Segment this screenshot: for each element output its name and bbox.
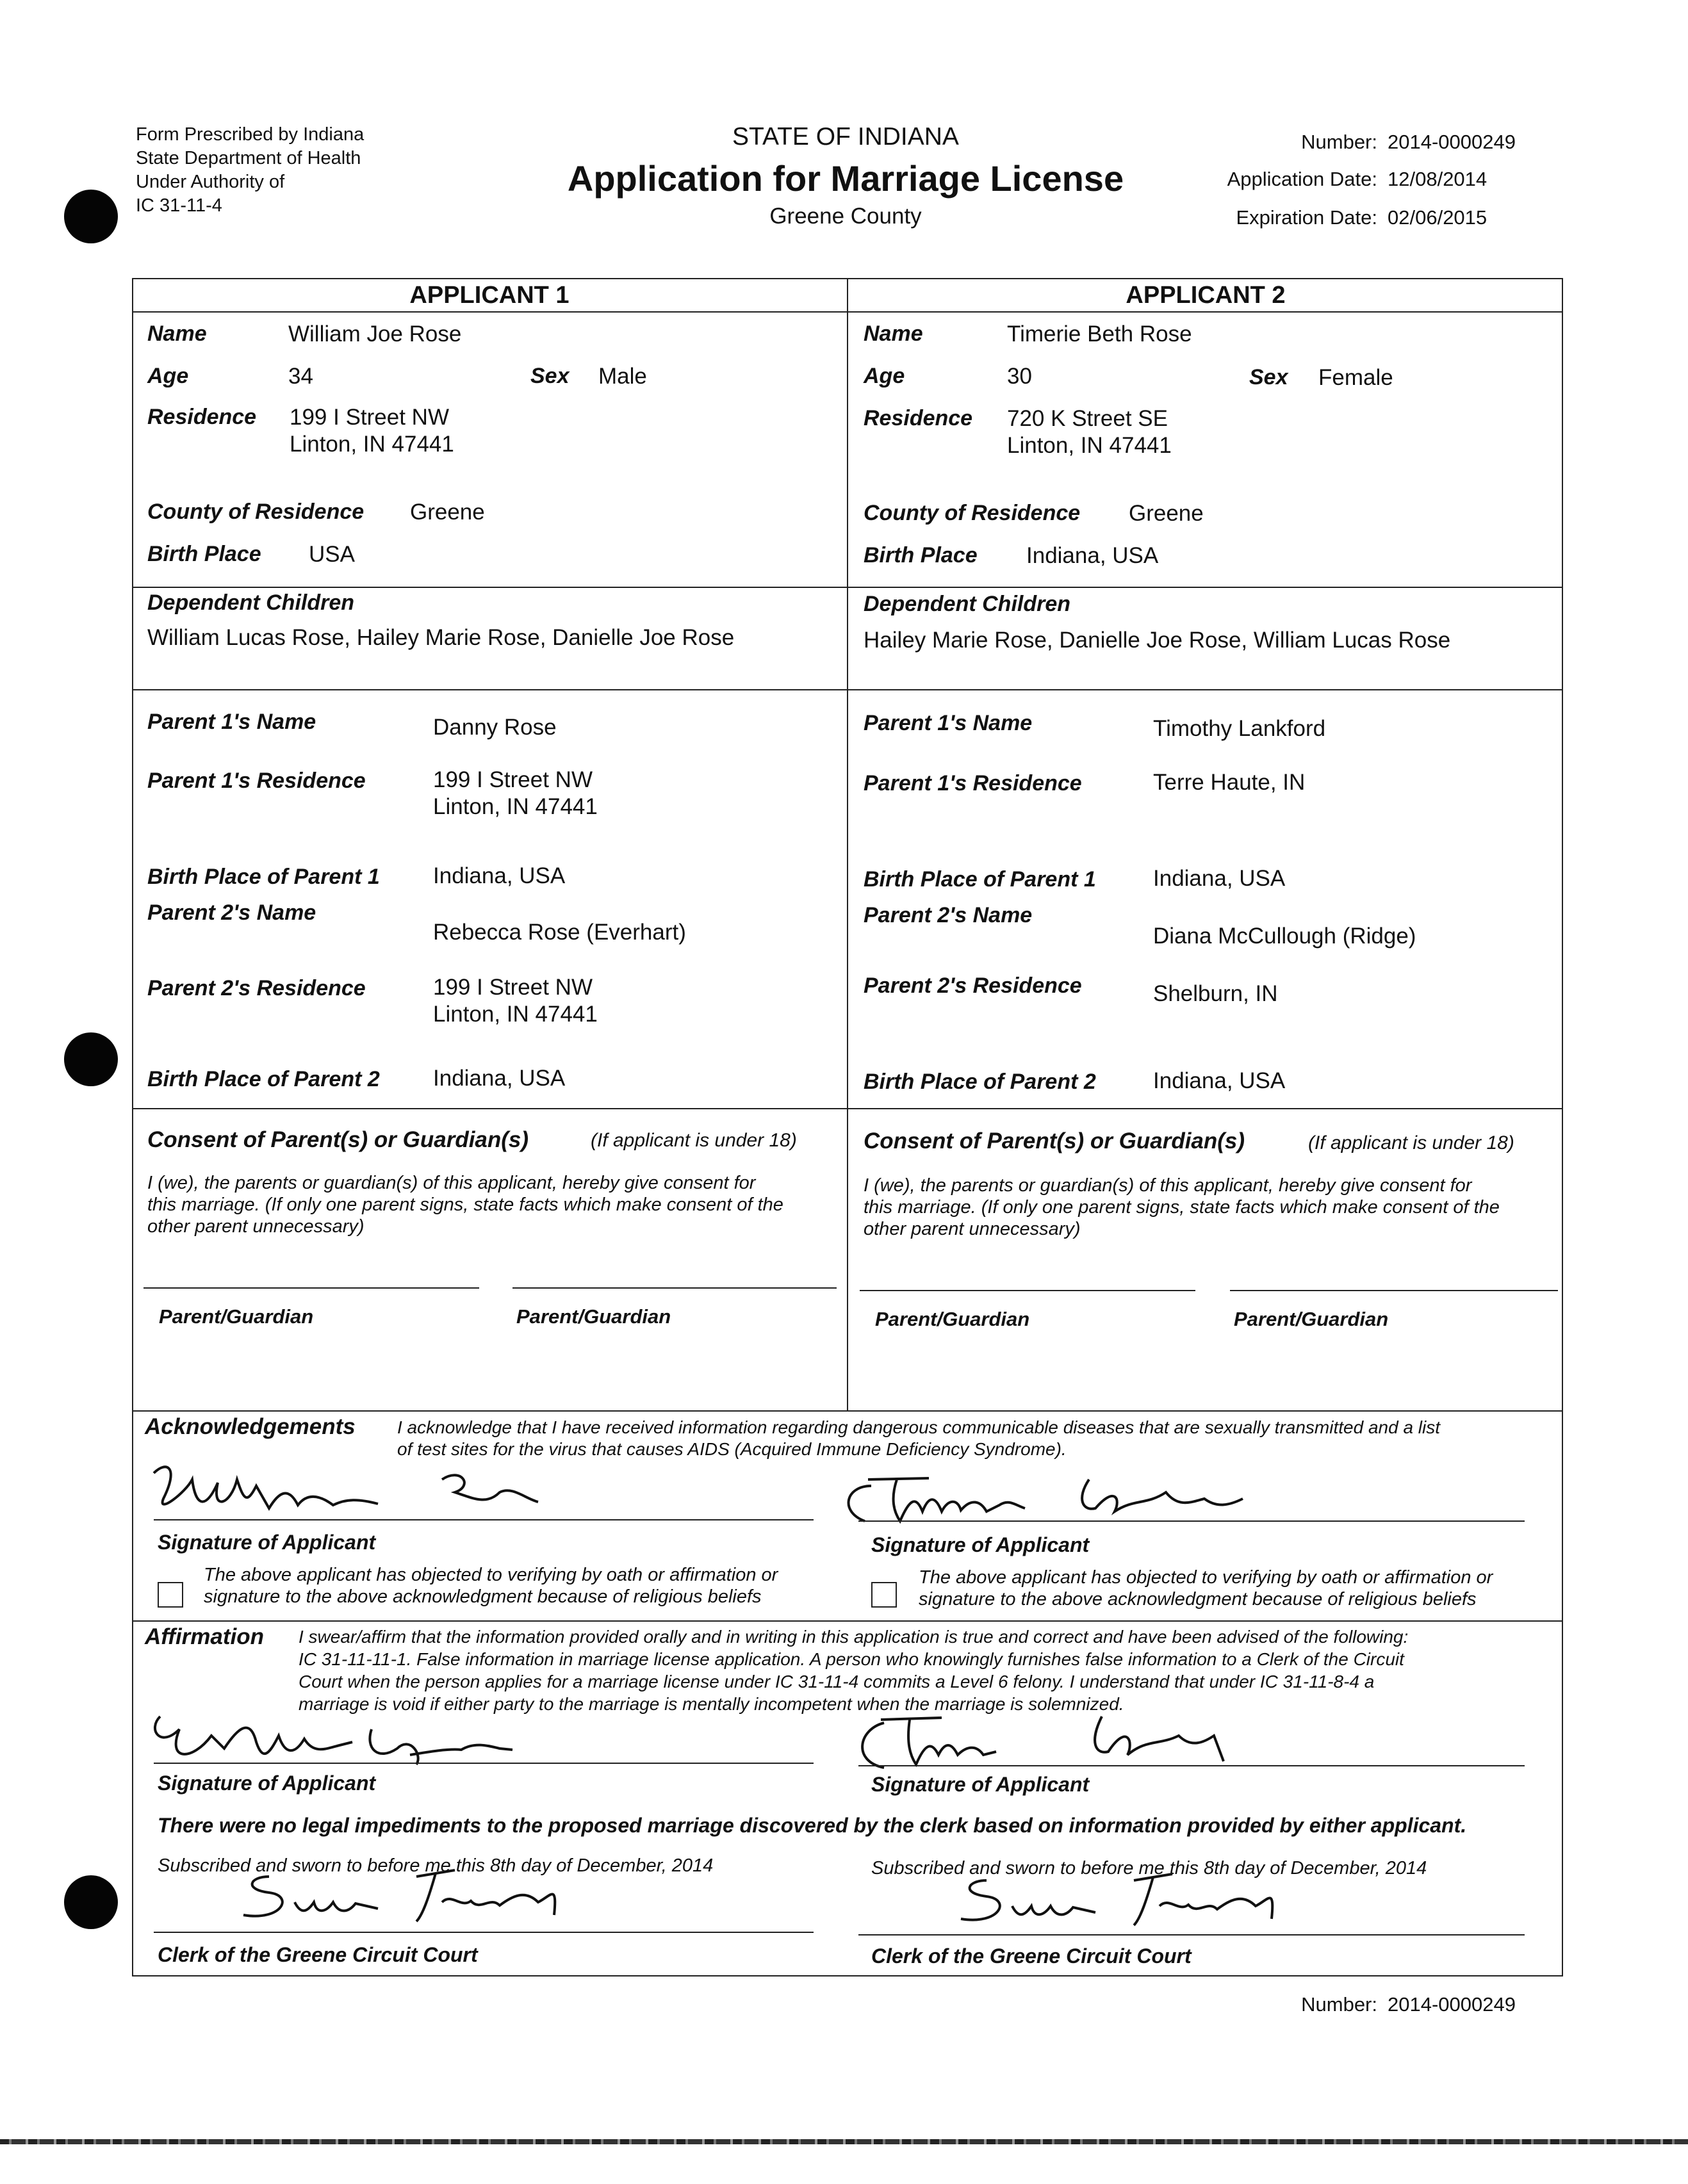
consent-line: this marriage. (If only one parent signs, state facts which make consent of the bbox=[864, 1197, 1500, 1218]
a1-birth-label: Birth Place bbox=[147, 542, 261, 566]
a2-consent-title: Consent of Parent(s) or Guardian(s) bbox=[864, 1129, 1245, 1153]
a2-birth-label: Birth Place bbox=[864, 543, 978, 567]
a1-parent2-birth-label: Birth Place of Parent 2 bbox=[147, 1067, 380, 1091]
a1-parent1-birth-label: Birth Place of Parent 1 bbox=[147, 865, 380, 889]
applicant2-signature-ack bbox=[833, 1460, 1281, 1544]
prescribed-line: Under Authority of bbox=[136, 172, 285, 192]
a1-guardian1-label: Parent/Guardian bbox=[159, 1305, 314, 1328]
a2-parent2-name-value: Diana McCullough (Ridge) bbox=[1153, 924, 1416, 949]
a2-children-value: Hailey Marie Rose, Danielle Joe Rose, William Lucas Rose bbox=[864, 628, 1451, 653]
a2-county-label: County of Residence bbox=[864, 501, 1081, 525]
scan-edge-stripe bbox=[0, 2139, 1688, 2144]
number-label: Number: bbox=[1301, 131, 1377, 153]
section-divider-affirmation bbox=[132, 1620, 1563, 1622]
a1-county-label: County of Residence bbox=[147, 500, 365, 524]
acknowledgements-text bbox=[397, 1417, 1440, 1460]
prescribed-line: Form Prescribed by Indiana bbox=[136, 124, 365, 145]
a2-residence-line1: 720 K Street SE bbox=[1007, 406, 1168, 431]
a2-clerk-line bbox=[858, 1934, 1525, 1935]
objection-line: signature to the above acknowledgment because of religious beliefs bbox=[204, 1586, 762, 1607]
a2-sex-value: Female bbox=[1318, 365, 1393, 390]
a1-residence-label: Residence bbox=[147, 405, 257, 429]
punch-hole-top bbox=[64, 190, 118, 243]
a1-consent-note: (If applicant is under 18) bbox=[591, 1130, 797, 1151]
objection-line: signature to the above acknowledgment because of religious beliefs bbox=[919, 1589, 1477, 1609]
a2-objection-checkbox[interactable] bbox=[871, 1582, 897, 1608]
a1-name-value: William Joe Rose bbox=[288, 322, 462, 346]
a1-objection-text bbox=[204, 1564, 778, 1608]
a2-parent2-name-label: Parent 2's Name bbox=[864, 903, 1033, 927]
a1-subscribed-text: Subscribed and sworn to before me this 8th day of December, 2014 bbox=[158, 1855, 714, 1876]
consent-line: other parent unnecessary) bbox=[147, 1216, 365, 1237]
a2-residence-line2: Linton, IN 47441 bbox=[1007, 433, 1172, 458]
acknowledgements-title: Acknowledgements bbox=[145, 1414, 356, 1439]
a2-parent1-birth-value: Indiana, USA bbox=[1153, 866, 1286, 891]
consent-line: other parent unnecessary) bbox=[864, 1219, 1081, 1239]
a1-clerk-label: Clerk of the Greene Circuit Court bbox=[158, 1943, 478, 1966]
a2-parent2-birth-value: Indiana, USA bbox=[1153, 1068, 1286, 1093]
a1-parent1-res-label: Parent 1's Residence bbox=[147, 769, 366, 793]
a2-consent-note: (If applicant is under 18) bbox=[1308, 1132, 1514, 1153]
a2-subscribed-text: Subscribed and sworn to before me this 8th day of December, 2014 bbox=[871, 1858, 1427, 1878]
a1-age-value: 34 bbox=[288, 364, 313, 389]
a2-consent-text bbox=[864, 1175, 1500, 1240]
a1-sex-value: Male bbox=[598, 364, 647, 389]
affirmation-title: Affirmation bbox=[145, 1624, 265, 1649]
clerk-signature-left bbox=[231, 1857, 589, 1928]
a1-parent2-birth-value: Indiana, USA bbox=[433, 1066, 566, 1091]
a2-parent1-name-label: Parent 1's Name bbox=[864, 711, 1033, 735]
consent-line: this marriage. (If only one parent signs, state facts which make consent of the bbox=[147, 1194, 783, 1215]
applicant1-signature-affirmation bbox=[141, 1704, 628, 1781]
ack-line: I acknowledge that I have received information regarding dangerous communicable diseases that are sexually transmitted and a list bbox=[397, 1417, 1441, 1437]
a2-age-value: 30 bbox=[1007, 364, 1032, 389]
a1-residence-line1: 199 I Street NW bbox=[290, 405, 449, 430]
objection-line: The above applicant has objected to verifying by oath or affirmation or bbox=[919, 1567, 1493, 1588]
a2-name-label: Name bbox=[864, 322, 923, 346]
a1-children-value: William Lucas Rose, Hailey Marie Rose, Danielle Joe Rose bbox=[147, 625, 735, 650]
a2-guardian2-label: Parent/Guardian bbox=[1234, 1308, 1389, 1330]
affirmation-line: IC 31-11-11-1. False information in marriage license application. A person who knowingly furnishes false information to a Clerk of the Circuit bbox=[299, 1649, 1404, 1669]
a2-parent2-res-label: Parent 2's Residence bbox=[864, 974, 1082, 998]
applicant2-signature-affirmation bbox=[846, 1704, 1294, 1781]
a1-residence-line2: Linton, IN 47441 bbox=[290, 432, 454, 457]
a1-children-label: Dependent Children bbox=[147, 591, 355, 615]
section-divider-parents bbox=[132, 689, 1563, 690]
section-divider-children bbox=[132, 587, 1563, 588]
a2-clerk-label: Clerk of the Greene Circuit Court bbox=[871, 1944, 1192, 1968]
affirmation-line: marriage is void if either party to the marriage is mentally incompetent when the marriage is solemnized. bbox=[299, 1694, 1124, 1714]
a1-parent2-name-value: Rebecca Rose (Everhart) bbox=[433, 920, 686, 945]
state-heading: STATE OF INDIANA bbox=[732, 123, 959, 151]
a2-ack-signature-label: Signature of Applicant bbox=[871, 1533, 1090, 1556]
a2-guardian1-label: Parent/Guardian bbox=[875, 1308, 1030, 1330]
a2-guardian1-line bbox=[860, 1290, 1195, 1291]
section-divider-ack bbox=[132, 1410, 1563, 1412]
a1-parent1-name-label: Parent 1's Name bbox=[147, 710, 316, 734]
a1-guardian2-label: Parent/Guardian bbox=[516, 1305, 671, 1328]
affirmation-line: I swear/affirm that the information provided orally and in writing in this application is true and correct and have been advised of the following: bbox=[299, 1627, 1409, 1647]
a2-guardian2-line bbox=[1230, 1290, 1558, 1291]
a2-parent1-res-label: Parent 1's Residence bbox=[864, 771, 1082, 795]
a1-parent1-name-value: Danny Rose bbox=[433, 715, 557, 740]
a2-children-label: Dependent Children bbox=[864, 592, 1071, 616]
a2-objection-text bbox=[919, 1567, 1493, 1610]
section-divider-consent bbox=[132, 1108, 1563, 1109]
footer-number-value: 2014-0000249 bbox=[1388, 1993, 1516, 2016]
a1-guardian1-line bbox=[143, 1287, 479, 1289]
a1-parent2-res-line2: Linton, IN 47441 bbox=[433, 1002, 598, 1027]
a2-residence-label: Residence bbox=[864, 406, 973, 430]
punch-hole-middle bbox=[64, 1032, 118, 1086]
a1-consent-title: Consent of Parent(s) or Guardian(s) bbox=[147, 1127, 529, 1152]
form-title: Application for Marriage License bbox=[567, 158, 1124, 199]
a1-parent1-res-line1: 199 I Street NW bbox=[433, 767, 593, 792]
ack-line: of test sites for the virus that causes AIDS (Acquired Immune Deficiency Syndrome). bbox=[397, 1439, 1067, 1459]
a2-parent1-name-value: Timothy Lankford bbox=[1153, 716, 1326, 741]
impediments-statement: There were no legal impediments to the proposed marriage discovered by the clerk based on information provided by either applicant. bbox=[158, 1814, 1467, 1837]
applicant2-heading: APPLICANT 2 bbox=[1126, 282, 1286, 309]
a1-parent2-res-label: Parent 2's Residence bbox=[147, 976, 366, 1000]
a1-sex-label: Sex bbox=[530, 364, 569, 388]
clerk-signature-right bbox=[948, 1861, 1307, 1932]
number-value: 2014-0000249 bbox=[1388, 131, 1516, 153]
prescribed-line: IC 31-11-4 bbox=[136, 195, 222, 216]
a1-aff-signature-line bbox=[154, 1763, 814, 1764]
objection-line: The above applicant has objected to verifying by oath or affirmation or bbox=[204, 1565, 778, 1585]
punch-hole-bottom bbox=[64, 1875, 118, 1929]
consent-line: I (we), the parents or guardian(s) of this applicant, hereby give consent for bbox=[864, 1175, 1472, 1196]
affirmation-line: Court when the person applies for a marriage license under IC 31-11-4 commits a Level 6 felony. I understand that under IC 31-11-8-4 a bbox=[299, 1672, 1375, 1691]
a1-birth-value: USA bbox=[309, 542, 355, 567]
applicant1-heading: APPLICANT 1 bbox=[409, 282, 569, 309]
a2-aff-signature-label: Signature of Applicant bbox=[871, 1773, 1090, 1796]
a2-sex-label: Sex bbox=[1249, 365, 1288, 389]
a1-age-label: Age bbox=[147, 364, 189, 388]
a2-parent2-birth-label: Birth Place of Parent 2 bbox=[864, 1070, 1096, 1094]
a1-parent2-name-label: Parent 2's Name bbox=[147, 900, 316, 925]
a2-parent1-birth-label: Birth Place of Parent 1 bbox=[864, 867, 1096, 892]
prescribed-line: State Department of Health bbox=[136, 148, 361, 168]
a1-ack-signature-line bbox=[154, 1519, 814, 1520]
application-date-label: Application Date: bbox=[1227, 168, 1377, 190]
a1-consent-text bbox=[147, 1172, 783, 1237]
application-date-value: 12/08/2014 bbox=[1388, 168, 1487, 190]
a2-parent1-res-line1: Terre Haute, IN bbox=[1153, 770, 1306, 795]
a1-county-value: Greene bbox=[410, 500, 485, 525]
a2-parent2-res-line1: Shelburn, IN bbox=[1153, 981, 1278, 1006]
a2-aff-signature-line bbox=[858, 1765, 1525, 1766]
a1-parent1-res-line2: Linton, IN 47441 bbox=[433, 794, 598, 819]
consent-line: I (we), the parents or guardian(s) of this applicant, hereby give consent for bbox=[147, 1173, 756, 1193]
a1-parent1-birth-value: Indiana, USA bbox=[433, 863, 566, 888]
a2-county-value: Greene bbox=[1129, 501, 1204, 526]
heading-divider bbox=[132, 311, 1563, 313]
a2-age-label: Age bbox=[864, 364, 905, 388]
a1-guardian2-line bbox=[512, 1287, 837, 1289]
expiration-date-label: Expiration Date: bbox=[1236, 206, 1377, 229]
a1-parent2-res-line1: 199 I Street NW bbox=[433, 975, 593, 1000]
a1-objection-checkbox[interactable] bbox=[158, 1582, 183, 1608]
a1-ack-signature-label: Signature of Applicant bbox=[158, 1531, 376, 1554]
a1-name-label: Name bbox=[147, 322, 207, 346]
expiration-date-value: 02/06/2015 bbox=[1388, 206, 1487, 229]
county-heading: Greene County bbox=[769, 204, 922, 229]
column-divider bbox=[847, 278, 848, 1412]
a2-ack-signature-line bbox=[858, 1520, 1525, 1522]
affirmation-text bbox=[299, 1626, 1548, 1715]
form-prescribed-note bbox=[136, 123, 364, 218]
footer-number-label: Number: bbox=[1301, 1993, 1377, 2016]
a2-name-value: Timerie Beth Rose bbox=[1007, 322, 1192, 346]
a1-clerk-line bbox=[154, 1932, 814, 1933]
a2-birth-value: Indiana, USA bbox=[1026, 543, 1159, 568]
a1-aff-signature-label: Signature of Applicant bbox=[158, 1772, 376, 1795]
